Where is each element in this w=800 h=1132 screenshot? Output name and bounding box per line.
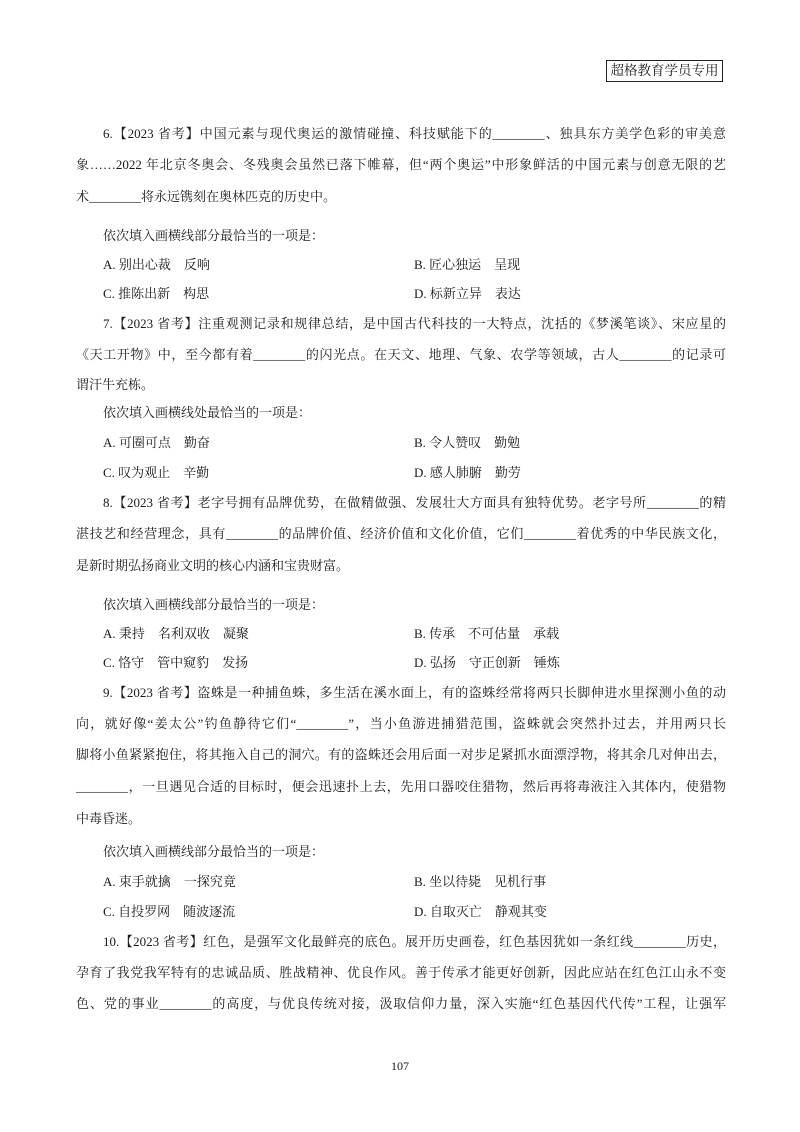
question-6-option-c: C. 推陈出新 构思 xyxy=(103,286,210,301)
question-10-line: 色、党的事业________的高度，与优良传统对接，汲取信仰力量，深入实施“红色基因代代传”工程，让强军 xyxy=(76,996,726,1011)
question-8-line: 8.【2023 省考】老字号拥有品牌优势，在做精做强、发展壮大方面具有独特优势。老字号所________的精 xyxy=(103,495,726,510)
question-7-line: 7.【2023 省考】注重观测记录和规律总结，是中国古代科技的一大特点，沈括的《梦溪笔谈》、宋应星的 xyxy=(103,316,726,331)
question-7-prompt: 依次填入画横线处最恰当的一项是： xyxy=(103,405,312,420)
question-8-option-d: D. 弘扬 守正创新 锤炼 xyxy=(414,655,560,670)
question-9-line: 9.【2023 省考】盗蛛是一种捕鱼蛛，多生活在溪水面上，有的盗蛛经常将两只长脚伸进水里探测小鱼的动 xyxy=(103,685,726,700)
question-8-option-b: B. 传承 不可估量 承载 xyxy=(414,626,560,641)
question-8-line: 是新时期弘扬商业文明的核心内涵和宝贵财富。 xyxy=(76,558,350,573)
question-9-option-c: C. 自投罗网 随波逐流 xyxy=(103,904,236,919)
question-9-option-a: A. 束手就擒 一探究竟 xyxy=(103,874,236,889)
question-8-prompt: 依次填入画横线部分最恰当的一项是： xyxy=(103,597,325,612)
question-8-line: 湛技艺和经营理念，具有________的品牌价值、经济价值和文化价值，它们________着优秀的中华民族文化， xyxy=(76,526,726,541)
question-7-option-c: C. 叹为观止 辛勤 xyxy=(103,465,210,480)
question-7-option-a: A. 可圈可点 勤奋 xyxy=(103,435,210,450)
question-10-line: 孕育了我党我军特有的忠诚品质、胜战精神、优良作风。善于传承才能更好创新，因此应站在红色江山永不变 xyxy=(76,965,726,980)
question-7-line: 谓汗牛充栋。 xyxy=(76,377,155,392)
question-9-line: ________，一旦遇见合适的目标时，便会迅速扑上去，先用口器咬住猎物，然后再将毒液注入其体内，使猎物 xyxy=(76,779,726,794)
question-10-line: 10.【2023 省考】红色，是强军文化最鲜亮的底色。展开历史画卷，红色基因犹如一条红线________历史， xyxy=(103,934,726,949)
question-6-option-a: A. 别出心裁 反响 xyxy=(103,257,210,272)
question-6-prompt: 依次填入画横线部分最恰当的一项是： xyxy=(103,228,325,243)
question-7-line: 《天工开物》中，至今都有着________的闪光点。在天文、地理、气象、农学等领域，古人________的记录可 xyxy=(76,347,726,362)
question-8-option-a: A. 秉持 名利双收 凝聚 xyxy=(103,626,249,641)
question-9-prompt: 依次填入画横线部分最恰当的一项是： xyxy=(103,844,325,859)
header-badge: 超格教育学员专用 xyxy=(606,60,723,82)
question-7-option-d: D. 感人肺腑 勤劳 xyxy=(414,465,521,480)
question-9-line: 向，就好像“姜太公”钓鱼静待它们“________”，当小鱼游进捕猎范围，盗蛛就会突然扑过去，并用两只长 xyxy=(76,716,726,731)
question-6-option-b: B. 匠心独运 呈现 xyxy=(414,257,521,272)
question-9-option-b: B. 坐以待毙 见机行事 xyxy=(414,874,547,889)
question-6-line: 6.【2023 省考】中国元素与现代奥运的激情碰撞、科技赋能下的________、独具东方美学色彩的审美意 xyxy=(103,126,726,141)
question-7-option-b: B. 令人赞叹 勤勉 xyxy=(414,435,521,450)
question-8-option-c: C. 恪守 管中窥豹 发扬 xyxy=(103,655,249,670)
question-6-option-d: D. 标新立异 表达 xyxy=(414,286,521,301)
question-6-line: 术________将永远镌刻在奥林匹克的历史中。 xyxy=(76,189,337,204)
question-9-option-d: D. 自取灭亡 静观其变 xyxy=(414,904,547,919)
page-number: 107 xyxy=(391,1059,409,1073)
question-6-line: 象……2022 年北京冬奥会、冬残奥会虽然已落下帷幕，但“两个奥运”中形象鲜活的中国元素与创意无限的艺 xyxy=(76,157,726,172)
question-9-line: 脚将小鱼紧紧抱住，将其拖入自己的洞穴。有的盗蛛还会用后面一对步足紧抓水面漂浮物，将其余几对伸出去， xyxy=(76,747,726,762)
question-9-line: 中毒昏迷。 xyxy=(76,811,142,826)
